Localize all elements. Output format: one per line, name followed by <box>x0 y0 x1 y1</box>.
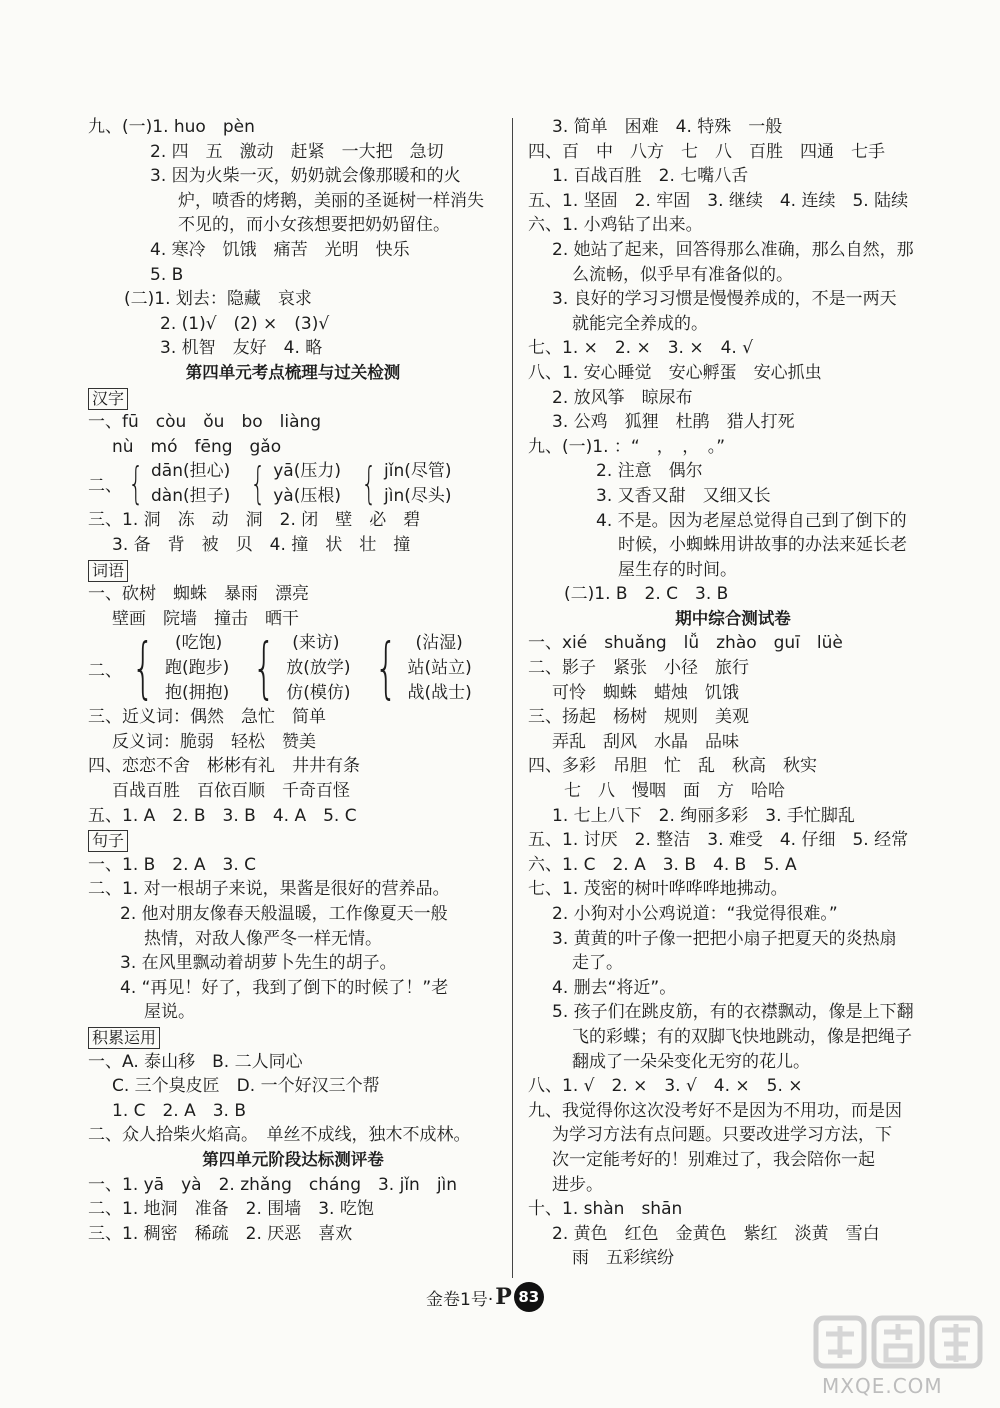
answer-line: 3. 良好的学习习惯是慢慢养成的，不是一两天 <box>552 289 897 310</box>
answer-line: 雨 五彩缤纷 <box>572 1248 674 1269</box>
answer-line: C. 三个臭皮匠 D. 一个好汉三个帮 <box>112 1076 380 1097</box>
answer-line: 百战百胜 百依百顺 千奇百怪 <box>112 781 350 802</box>
group-item: dàn(担子) <box>151 485 231 506</box>
section-heading: 第四单元考点梳理与过关检测 <box>185 362 401 382</box>
column-divider <box>512 118 513 1278</box>
answer-line: 3. 黄黄的叶子像一把把小扇子把夏天的炎热扇 <box>552 928 897 949</box>
group-item: 站(站立) <box>407 657 472 678</box>
answer-line: 炉，喷香的烤鹅，美丽的圣诞树一样消失 <box>178 190 484 211</box>
answer-line: 2. (1)√ (2) × (3)√ <box>160 313 330 334</box>
answer-line: 翻成了一朵朵变化无穷的花儿。 <box>572 1051 810 1072</box>
brace-icon: { <box>252 629 276 707</box>
group-item: (吃饱) <box>175 633 223 654</box>
group-prefix: 二、 <box>88 476 122 497</box>
answer-line: 为学习方法有点问题。只要改进学习方法，下 <box>552 1125 892 1146</box>
group-item: yā(压力) <box>273 461 341 482</box>
answer-line: 三、1. 稠密 稀疏 2. 厌恶 喜欢 <box>88 1223 353 1244</box>
answer-line: 一、fū còu ǒu bo liàng <box>88 412 322 433</box>
group-item: (沾湿) <box>415 633 463 654</box>
answer-line: 一、砍树 蜘蛛 暴雨 漂亮 <box>88 584 309 605</box>
answer-line: 2. 他对朋友像春天般温暖，工作像夏天一般 <box>120 904 448 925</box>
answer-line: 3. 因为火柴一灭，奶奶就会像那暖和的火 <box>150 166 461 187</box>
brace-icon: { <box>373 629 398 707</box>
answer-line: 4. 删去“将近”。 <box>552 977 677 998</box>
answer-line: 4. “再见！好了，我到了倒下的时候了！”老 <box>120 977 449 998</box>
answer-line: 屋说。 <box>144 1002 195 1023</box>
answer-line: 4. 不是。因为老屋总觉得自己到了倒下的 <box>596 510 907 531</box>
brace-icon: { <box>128 457 144 509</box>
answer-line: 壁画 院墙 撞击 晒干 <box>112 608 299 629</box>
answer-line: 3. 又香又甜 又细又长 <box>596 485 771 506</box>
group-item: (来访) <box>292 633 340 654</box>
answer-line: 九、我觉得你这次没考好不是因为不用功，而是因 <box>528 1100 902 1121</box>
page-footer <box>426 1280 544 1314</box>
answer-line: 1. C 2. A 3. B <box>112 1100 247 1121</box>
page-number: 83 <box>514 1282 544 1312</box>
answer-line: 八、1. √ 2. × 3. √ 4. × 5. × <box>528 1076 803 1097</box>
section-box-ciyu: 词语 <box>88 560 128 582</box>
answer-line: (二)1. 划去：隐藏 哀求 <box>124 289 312 310</box>
right-column <box>528 115 938 1271</box>
section-box-juzi: 句子 <box>88 830 128 852</box>
group-item: jǐn(尽管) <box>384 461 452 482</box>
answer-line: 五、1. 坚固 2. 牢固 3. 继续 4. 连续 5. 陆续 <box>528 190 909 211</box>
answer-line: 3. 公鸡 狐狸 杜鹃 猎人打死 <box>552 412 795 433</box>
answer-line: 3. 机智 友好 4. 略 <box>160 338 323 359</box>
group-item: 跑(跑步) <box>165 657 230 678</box>
group-item: 仿(模仿) <box>286 682 351 703</box>
answer-line: 六、1. 小鸡钻了出来。 <box>528 215 703 236</box>
answer-line: 2. 注意 偶尔 <box>596 461 703 482</box>
answer-line: 5. B <box>150 264 184 285</box>
answer-line: 屋生存的时间。 <box>618 559 737 580</box>
answer-line: 热情，对敌人像严冬一样无情。 <box>144 928 382 949</box>
answer-line: 么流畅，似乎早有准备似的。 <box>572 264 793 285</box>
answer-line: 走了。 <box>572 953 623 974</box>
answer-line: 三、1. 洞 冻 动 洞 2. 闭 壁 必 碧 <box>88 510 421 531</box>
answer-line: 七、1. 茂密的树叶哗哗哗地拂动。 <box>528 879 788 900</box>
answer-line: 飞的彩蝶；有的双脚飞快地跳动，像是把绳子 <box>572 1026 912 1047</box>
answer-line: 五、1. A 2. B 3. B 4. A 5. C <box>88 805 357 826</box>
answer-line: 3. 在风里飘动着胡萝卜先生的胡子。 <box>120 953 397 974</box>
answer-line: nù mó fēng gǎo <box>112 436 282 457</box>
answer-line: 弄乱 刮风 水晶 品味 <box>552 731 739 752</box>
series-label: 金卷1号· <box>426 1289 494 1310</box>
answer-line: 3. 备 背 被 贝 4. 撞 状 壮 撞 <box>112 534 411 555</box>
group-item: 放(放学) <box>286 657 351 678</box>
answer-line: 五、1. 讨厌 2. 整洁 3. 难受 4. 仔细 5. 经常 <box>528 830 909 851</box>
answer-line: 4. 寒冷 饥饿 痛苦 光明 快乐 <box>150 239 410 260</box>
answer-line: 四、百 中 八方 七 八 百胜 四通 七手 <box>528 141 885 162</box>
answer-line: 2. 四 五 激动 赶紧 一大把 急切 <box>150 141 444 162</box>
group-item: 抱(拥抱) <box>165 682 230 703</box>
section-heading: 期中综合测试卷 <box>675 608 791 628</box>
left-column <box>88 115 498 1246</box>
answer-line: 九、(一)1. ：“ ， ， 。” <box>528 436 726 457</box>
answer-line: 一、A. 泰山移 B. 二人同心 <box>88 1051 303 1072</box>
answer-line: 1. 百战百胜 2. 七嘴八舌 <box>552 166 749 187</box>
answer-line: 3. 简单 困难 4. 特殊 一般 <box>552 117 783 137</box>
answer-line: 时候，小蜘蛛用讲故事的办法来延长老 <box>618 535 907 556</box>
answer-line: 一、1. yā yà 2. zhǎng cháng 3. jǐn jìn <box>88 1174 458 1195</box>
answer-line: 三、近义词：偶然 急忙 简单 <box>88 707 326 728</box>
group-item: yà(压根) <box>273 485 341 506</box>
answer-line: 十、1. shàn shān <box>528 1199 683 1220</box>
answer-line: 四、恋恋不舍 彬彬有礼 井井有条 <box>88 756 360 777</box>
answer-line: 六、1. C 2. A 3. B 4. B 5. A <box>528 854 797 875</box>
answer-line: 八、1. 安心睡觉 安心孵蛋 安心抓虫 <box>528 362 822 383</box>
group-prefix: 二、 <box>88 660 122 681</box>
brace-icon: { <box>131 629 155 707</box>
answer-line: 一、xié shuǎng lǚ zhào guī lüè <box>528 633 843 654</box>
brace-group-2 <box>88 631 498 705</box>
answer-line: 2. 小狗对小公鸡说道：“我觉得很难。” <box>552 904 838 924</box>
answer-line: 1. 七上八下 2. 绚丽多彩 3. 手忙脚乱 <box>552 805 855 826</box>
answer-line: 二、影子 紧张 小径 旅行 <box>528 658 749 679</box>
answer-line: (二)1. B 2. C 3. B <box>564 584 729 605</box>
brace-icon: { <box>250 457 266 509</box>
section-box-hanzi: 汉字 <box>88 388 128 410</box>
answer-line: 2. 放风筝 晾尿布 <box>552 387 693 408</box>
brace-icon: { <box>361 457 377 509</box>
group-item: dān(担心) <box>151 461 231 482</box>
section-box-jilei: 积累运用 <box>88 1027 160 1049</box>
brace-group-1 <box>88 459 498 508</box>
answer-line: 不见的，而小女孩想要把奶奶留住。 <box>178 215 450 236</box>
answer-line: 四、多彩 吊胆 忙 乱 秋高 秋实 <box>528 756 817 777</box>
answer-line: 九、(一)1. huo pèn <box>88 117 255 137</box>
answer-line: 次一定能考好的！别难过了，我会陪你一起 <box>552 1149 875 1170</box>
answer-line: 2. 她站了起来，回答得那么准确，那么自然，那 <box>552 239 914 260</box>
answer-line: 七、1. × 2. × 3. × 4. √ <box>528 338 754 359</box>
answer-line: 三、扬起 杨树 规则 美观 <box>528 707 749 728</box>
answer-line: 就能完全养成的。 <box>572 313 708 334</box>
watermark-text: MXQE.COM <box>822 1374 943 1398</box>
answer-line: 进步。 <box>552 1174 603 1195</box>
p-badge: P <box>495 1284 512 1310</box>
group-item: 战(战士) <box>407 682 472 703</box>
answer-line: 二、1. 地洞 准备 2. 围墙 3. 吃饱 <box>88 1199 374 1220</box>
answer-line: 二、1. 对一根胡子来说，果酱是很好的营养品。 <box>88 879 450 900</box>
answer-line: 可怜 蜘蛛 蜡烛 饥饿 <box>552 682 739 703</box>
section-heading: 第四单元阶段达标测评卷 <box>202 1149 384 1169</box>
answer-line: 七 八 慢咽 面 方 哈哈 <box>564 781 785 802</box>
answer-line: 反义词：脆弱 轻松 赞美 <box>112 731 316 752</box>
group-item: jìn(尽头) <box>384 485 452 506</box>
answer-line: 2. 黄色 红色 金黄色 紫红 淡黄 雪白 <box>552 1223 880 1244</box>
answer-line: 二、众人拾柴火焰高。 单丝不成线，独木不成林。 <box>88 1125 471 1146</box>
answer-line: 一、1. B 2. A 3. C <box>88 854 257 875</box>
answer-line: 5. 孩子们在跳皮筋，有的衣襟飘动，像是上下翻 <box>552 1002 914 1023</box>
